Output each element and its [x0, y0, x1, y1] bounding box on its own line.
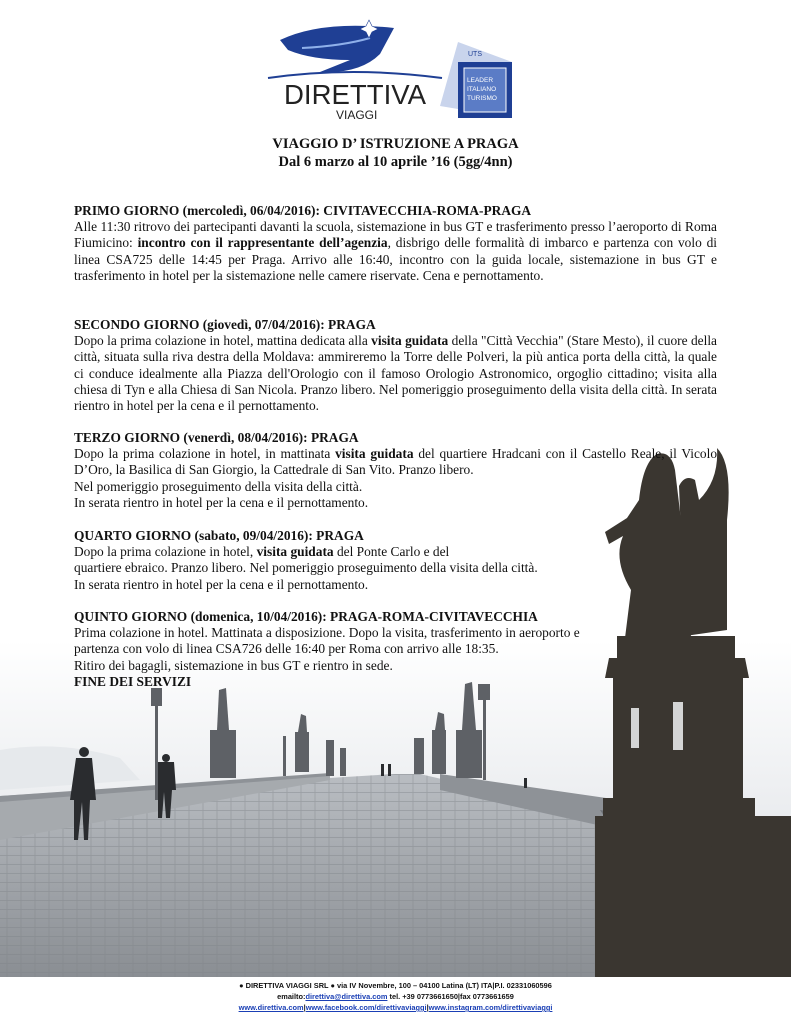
wing-emblem [280, 26, 394, 72]
day-4-extra-2: In serata rientro in hotel per la cena e il pernottamento. [74, 576, 369, 592]
day-4 [74, 528, 717, 593]
badge-top: UTS [468, 51, 482, 58]
closing-text: FINE DEI SERVIZI [74, 673, 192, 689]
saint-statue [595, 440, 791, 977]
footer-facebook-link[interactable]: www.facebook.com/direttivaviaggi [305, 1003, 427, 1012]
day-1 [74, 203, 717, 284]
footer-website-link[interactable]: www.direttiva.com [238, 1003, 304, 1012]
day-4-extra-1: quartiere ebraico. Pranzo libero. Nel pomeriggio proseguimento della visita della città. [74, 560, 538, 576]
day-3 [74, 430, 717, 511]
brand-sub: VIAGGI [336, 108, 378, 122]
uts-badge [440, 42, 512, 118]
title-line-2: Dal 6 marzo al 10 aprile ’16 (5gg/4nn) [278, 154, 513, 170]
footer-contacts: emailto:direttiva@direttiva.com tel. +39 0773661650|fax 0773661659 [277, 992, 514, 1001]
footer-email-link[interactable]: direttiva@direttiva.com [305, 992, 388, 1001]
day-3-extra-1: Nel pomeriggio proseguimento della visita della città. [74, 478, 363, 494]
badge-line-2: ITALIANO [467, 86, 497, 93]
day-1-body: Alle 11:30 ritrovo dei partecipanti davanti la scuola, sistemazione in bus GT e trasferimento presso l’aeroporto di Roma Fiumicino: incontro con il rappresentante dell’agenzia, disbrigo delle formalità di imbarco e partenza con volo di linea CSA725 delle 14:45 per Praga. Arrivo alle 16:40, incontro con la guida locale, sistemazione in bus GT e trasferimento in hotel per la sistemazione nelle camere riservate. Cena e pernottamento. [74, 219, 718, 283]
day-3-extra-2: In serata rientro in hotel per la cena e il pernottamento. [74, 494, 369, 510]
brand-name: DIRETTIVA [284, 79, 427, 110]
day-5 [74, 609, 717, 690]
day-2-body: Dopo la prima colazione in hotel, mattina dedicata alla visita guidata della "Città Vecchia" (Stare Mesto), il cuore della città, situata sulla riva destra della Moldava: ammireremo la Torre delle Polveri, la più antica porta della città, la quale ci conduce idealmente alla Piazza dell'Orologio con il famoso Orologio Astronomico, orgoglio cittadino; visita alla chiesa di Tyn e alla Chiesa di San Nicola. Pranzo libero. Nel pomeriggio proseguimento della visita della città. In serata rientro in hotel per la cena e il pernottamento. [74, 333, 717, 414]
day-5-heading: QUINTO GIORNO (domenica, 10/04/2016): PRAGA-ROMA-CIVITAVECCHIA [74, 609, 538, 624]
footer [0, 980, 791, 1013]
day-4-body: Dopo la prima colazione in hotel, visita guidata del Ponte Carlo e del [74, 544, 450, 560]
day-5-line-1: Prima colazione in hotel. Mattinata a disposizione. Dopo la visita, trasferimento in aeroporto e [74, 625, 580, 641]
direttiva-logo [262, 18, 542, 130]
title-line-1: VIAGGIO D’ ISTRUZIONE A PRAGA [272, 136, 519, 152]
day-3-body: Dopo la prima colazione in hotel, in mattinata visita guidata del quartiere Hradcani con il Castello Reale, il Vicolo D’Oro, la Basilica di San Giorgio, la Cattedrale di San Vito. Pranzo libero. [74, 446, 718, 478]
day-3-heading: TERZO GIORNO (venerdì, 08/04/2016): PRAGA [74, 430, 359, 445]
day-1-heading: PRIMO GIORNO (mercoledì, 06/04/2016): CIVITAVECCHIA-ROMA-PRAGA [74, 203, 532, 218]
day-5-line-3: Ritiro dei bagagli, sistemazione in bus GT e rientro in sede. [74, 657, 393, 673]
footer-company: ● DIRETTIVA VIAGGI SRL ● via IV Novembre, 100 – 04100 Latina (LT) ITA|P.I. 02331060596 [239, 981, 552, 990]
day-2-heading: SECONDO GIORNO (giovedì, 07/04/2016): PRAGA [74, 317, 376, 332]
day-2 [74, 317, 717, 414]
footer-instagram-link[interactable]: www.instagram.com/direttivaviaggi [428, 1003, 553, 1012]
footer-links: www.direttiva.com|www.facebook.com/direttivaviaggi|www.instagram.com/direttivaviaggi [238, 1003, 553, 1012]
badge-line-1: LEADER [467, 77, 494, 84]
day-4-heading: QUARTO GIORNO (sabato, 09/04/2016): PRAGA [74, 528, 364, 543]
badge-line-3: TURISMO [467, 95, 497, 102]
day-5-line-2: partenza con volo di linea CSA726 delle 16:40 per Roma con arrivo alle 18:35. [74, 641, 499, 657]
